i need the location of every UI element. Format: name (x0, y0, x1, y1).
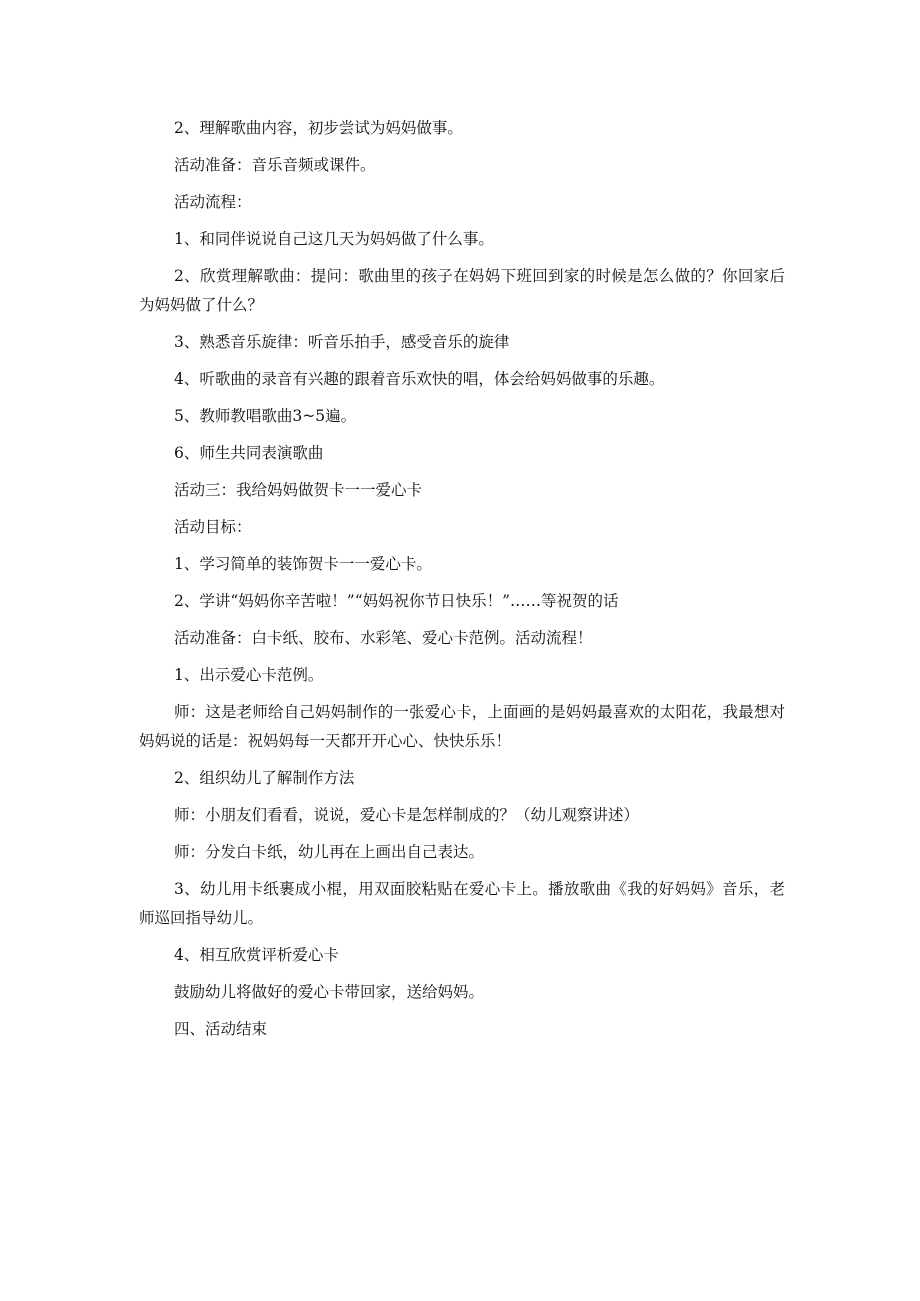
paragraph: 2、欣赏理解歌曲：提问：歌曲里的孩子在妈妈下班回到家的时候是怎么做的？你回家后为妈妈做了什么？ (139, 267, 785, 314)
document-body (139, 114, 785, 1052)
paragraph: 师：这是老师给自己妈妈制作的一张爱心卡，上面画的是妈妈最喜欢的太阳花，我最想对妈妈说的话是：祝妈妈每一天都开开心心、快快乐乐！ (139, 703, 785, 750)
paragraph: 活动准备：白卡纸、胶布、水彩笔、爱心卡范例。活动流程！ (174, 629, 593, 647)
paragraph: 活动流程： (174, 193, 252, 211)
section-heading: 四、活动结束 (174, 1020, 268, 1038)
paragraph: 5、教师教唱歌曲3~5遍。 (174, 407, 357, 425)
paragraph: 1、出示爱心卡范例。 (174, 666, 324, 684)
paragraph: 活动目标： (174, 518, 252, 536)
paragraph: 2、学讲“妈妈你辛苦啦！”“妈妈祝你节日快乐！”……等祝贺的话 (174, 592, 619, 610)
paragraph: 活动准备：音乐音频或课件。 (174, 156, 376, 174)
paragraph: 师：小朋友们看看，说说，爱心卡是怎样制成的？（幼儿观察讲述） (174, 806, 640, 824)
paragraph: 3、熟悉音乐旋律：听音乐拍手，感受音乐的旋律 (174, 333, 510, 351)
paragraph: 1、和同伴说说自己这几天为妈妈做了什么事。 (174, 230, 494, 248)
paragraph: 1、学习简单的装饰贺卡一一爱心卡。 (174, 555, 432, 573)
paragraph: 4、相互欣赏评析爱心卡 (174, 946, 339, 964)
paragraph: 6、师生共同表演歌曲 (174, 444, 324, 462)
section-heading: 活动三：我给妈妈做贺卡一一爱心卡 (174, 481, 423, 499)
paragraph: 2、理解歌曲内容，初步尝试为妈妈做事。 (174, 119, 463, 137)
paragraph: 2、组织幼儿了解制作方法 (174, 769, 355, 787)
paragraph: 鼓励幼儿将做好的爱心卡带回家，送给妈妈。 (174, 983, 485, 1001)
paragraph: 4、听歌曲的录音有兴趣的跟着音乐欢快的唱，体会给妈妈做事的乐趣。 (174, 370, 665, 388)
paragraph: 3、幼儿用卡纸裹成小棍，用双面胶粘贴在爱心卡上。播放歌曲《我的好妈妈》音乐，老师巡回指导幼儿。 (139, 880, 785, 927)
paragraph: 师：分发白卡纸，幼儿再在上画出自己表达。 (174, 843, 485, 861)
